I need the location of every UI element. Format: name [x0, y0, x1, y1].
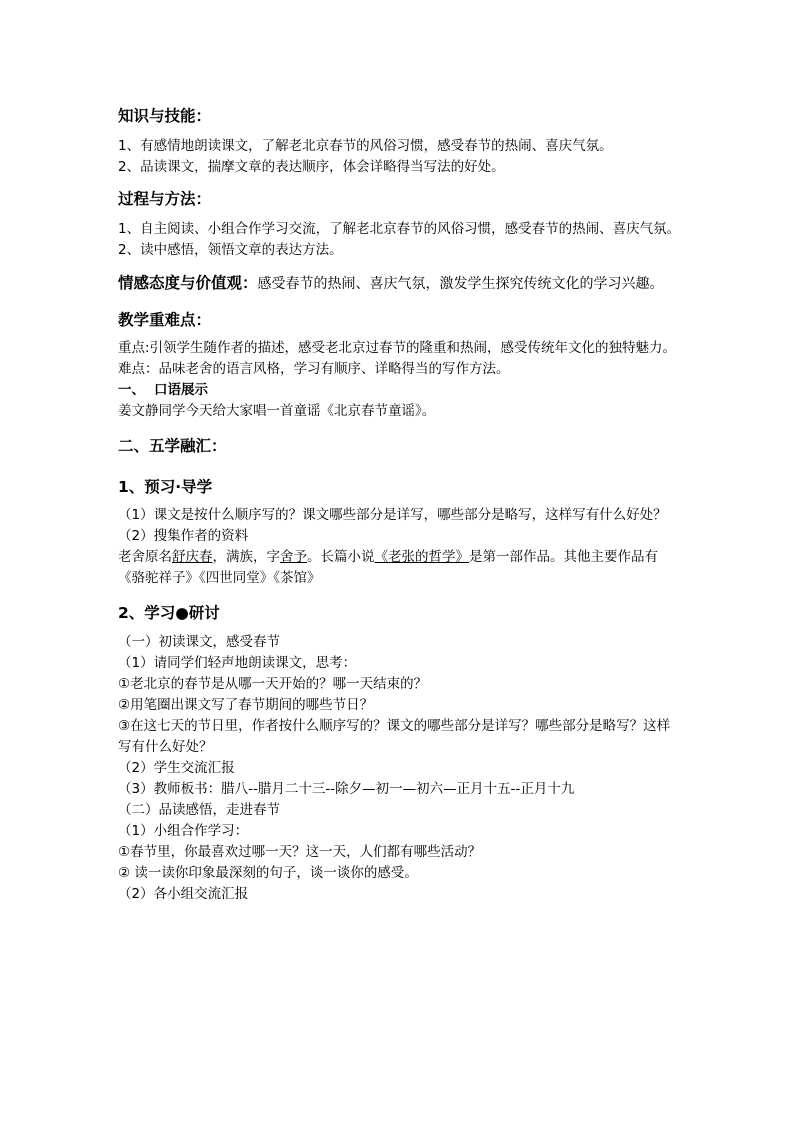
- oral-display-heading: 口语展示: [154, 382, 208, 398]
- author-info-text: 老舍原名: [118, 549, 172, 565]
- study-line: ①老北京的春节是从哪一天开始的？哪一天结束的？: [118, 676, 428, 692]
- study-line: （一）初读课文，感受春节: [118, 634, 280, 650]
- preview-question-1: （1）课文是按什么顺序写的？课文哪些部分是详写，哪些部分是略写，这样写有什么好处？: [118, 507, 667, 523]
- study-line: （1）小组合作学习：: [118, 823, 249, 839]
- heading-process-methods: 过程与方法：: [118, 190, 212, 208]
- study-line: ② 读一读你印象最深刻的句子，谈一谈你的感受。: [118, 865, 418, 881]
- preview-question-2: （2）搜集作者的资料: [118, 528, 249, 544]
- author-info-text: 。长篇小说: [307, 549, 375, 565]
- knowledge-item-2: 2、品读课文，揣摩文章的表达顺序，体会详略得当写法的好处。: [118, 159, 505, 175]
- study-line: ②用笔圈出课文写了春节期间的哪些节日？: [118, 697, 374, 713]
- process-item-1: 1、自主阅读、小组合作学习交流，了解老北京春节的风俗习惯，感受春节的热闹、喜庆气氛。: [118, 221, 681, 237]
- heading-five-learning: 二、五学融汇：: [118, 437, 227, 455]
- key-point: 重点:引领学生随作者的描述，感受老北京过春节的隆重和热闹，感受传统年文化的独特魅力。: [118, 340, 677, 356]
- study-line: （2）学生交流汇报: [118, 760, 235, 776]
- study-line: ①春节里，你最喜欢过哪一天？这一天，人们都有哪些活动？: [118, 844, 482, 860]
- document-body: [118, 104, 683, 905]
- emotion-values-text: 感受春节的热闹、喜庆气氛，激发学生探究传统文化的学习兴趣。: [257, 276, 664, 292]
- oral-display-text: 姜文静同学今天给大家唱一首童谣《北京春节童谣》。: [118, 403, 436, 419]
- oral-display-heading-line: [118, 380, 683, 401]
- study-line: （3）教师板书：腊八--腊月二十三--除夕—初一—初六—正月十五--正月十九: [118, 781, 575, 797]
- author-info-text: ，满族，字: [212, 549, 280, 565]
- difficult-point: 难点：品味老舍的语言风格，学习有顺序、详略得当的写作方法。: [118, 361, 510, 377]
- study-line: （2）各小组交流汇报: [118, 886, 249, 902]
- author-style-name: 舍予: [280, 549, 307, 565]
- process-item-2: 2、读中感悟，领悟文章的表达方法。: [118, 242, 343, 258]
- knowledge-item-1: 1、有感情地朗读课文，了解老北京春节的风俗习惯，感受春节的热闹、喜庆气氛。: [118, 138, 613, 154]
- heading-knowledge-skills: 知识与技能：: [118, 107, 212, 125]
- study-line: ③在这七天的节日里，作者按什么顺序写的？课文的哪些部分是详写？哪些部分是略写？这样写有什么好处？: [118, 718, 671, 755]
- author-info-text: 是第一部作品。其他主要作品有《骆驼祥子》《四世同堂》《茶馆》: [118, 549, 658, 586]
- author-first-work: 《老张的哲学》: [374, 549, 469, 565]
- study-line: （二）品读感悟，走进春节: [118, 802, 280, 818]
- heading-preview-guide: 1、预习·导学: [118, 478, 213, 496]
- study-line: （1）请同学们轻声地朗读课文，思考：: [118, 655, 357, 671]
- emotion-values-paragraph: [118, 270, 683, 299]
- heading-emotion-values: 情感态度与价值观：: [118, 274, 258, 292]
- author-real-name: 舒庆春: [172, 549, 213, 565]
- oral-display-number: 一、: [118, 382, 145, 398]
- author-info: [118, 547, 683, 589]
- heading-study-discussion: 2、学习●研讨: [118, 604, 220, 622]
- heading-key-difficult-points: 教学重难点：: [118, 311, 212, 329]
